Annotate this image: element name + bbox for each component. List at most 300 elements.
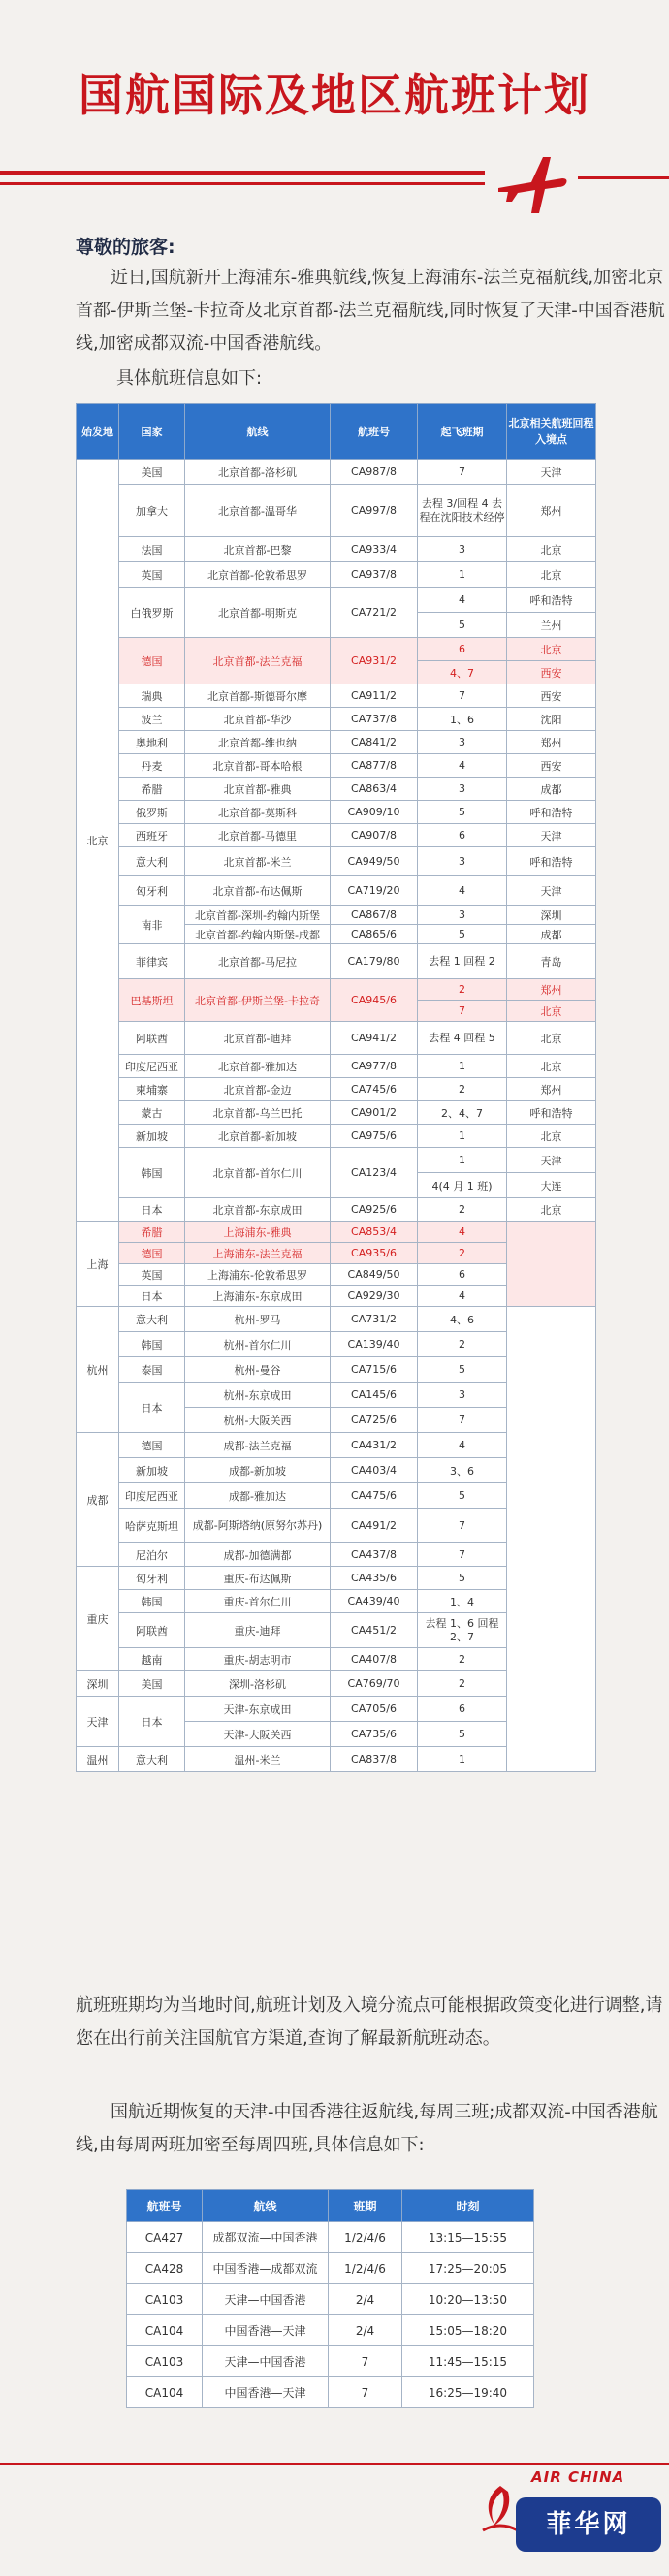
entry-point-cell: 郑州	[507, 731, 596, 754]
schedule-cell: 4	[418, 588, 507, 613]
schedule-cell: 4	[418, 876, 507, 906]
flight-number-cell: CA907/8	[331, 824, 418, 847]
schedule-cell: 5	[418, 1483, 507, 1509]
schedule-cell: 6	[418, 1264, 507, 1286]
table-row	[77, 1078, 596, 1101]
country-cell: 阿联酋	[119, 1022, 185, 1055]
schedule-cell: 1	[418, 1747, 507, 1772]
flight-number-cell: CA941/2	[331, 1022, 418, 1055]
entry-point-cell: 呼和浩特	[507, 588, 596, 613]
entry-point-cell: 天津	[507, 460, 596, 485]
schedule-cell: 2/4	[329, 2284, 402, 2315]
route-cell: 成都-加德满都	[185, 1543, 331, 1567]
flight-number-cell: CA139/40	[331, 1332, 418, 1357]
flight-number-cell: CA491/2	[331, 1509, 418, 1543]
schedule-cell: 去程 3/回程 4 去程在沈阳技术经停	[418, 485, 507, 537]
entry-point-cell: 青岛	[507, 944, 596, 979]
route-cell: 北京首都-华沙	[185, 708, 331, 731]
route-cell: 中国香港—天津	[203, 2377, 329, 2408]
flight-number-cell: CA435/6	[331, 1567, 418, 1590]
flight-number-cell: CA935/6	[331, 1243, 418, 1264]
entry-point-cell: 西安	[507, 661, 596, 684]
hk-paragraph: 国航近期恢复的天津-中国香港往返航线,每周三班;成都双流-中国香港航线,由每周两班加密至每周四班,具体信息如下:	[76, 2102, 658, 2155]
entry-point-cell: 郑州	[507, 979, 596, 1001]
flight-schedule-table	[76, 403, 596, 1772]
route-cell: 北京首都-巴黎	[185, 537, 331, 562]
country-cell: 日本	[119, 1697, 185, 1747]
route-cell: 北京首都-洛杉矶	[185, 460, 331, 485]
country-cell: 德国	[119, 1433, 185, 1458]
schedule-cell: 4	[418, 754, 507, 778]
country-cell: 泰国	[119, 1357, 185, 1383]
schedule-cell: 6	[418, 1697, 507, 1722]
table-row	[127, 2222, 534, 2253]
schedule-cell: 4	[418, 1286, 507, 1307]
flight-number-cell: CA949/50	[331, 847, 418, 876]
country-cell: 印度尼西亚	[119, 1055, 185, 1078]
entry-point-cell: 天津	[507, 876, 596, 906]
flight-number-cell: CA725/6	[331, 1408, 418, 1433]
schedule-cell: 2	[418, 1243, 507, 1264]
country-cell: 蒙古	[119, 1101, 185, 1125]
title-rule-upper	[0, 171, 485, 175]
entry-point-cell: 郑州	[507, 1078, 596, 1101]
table-row	[77, 1222, 596, 1243]
flight-number-cell: CA403/4	[331, 1458, 418, 1483]
route-cell: 温州-米兰	[185, 1747, 331, 1772]
flight-number-cell: CA737/8	[331, 708, 418, 731]
time-cell: 16:25—19:40	[402, 2377, 534, 2408]
route-cell: 北京首都-布达佩斯	[185, 876, 331, 906]
air-china-logo-text: AIR CHINA	[531, 2468, 625, 2486]
flight-number-cell: CA933/4	[331, 537, 418, 562]
country-cell: 白俄罗斯	[119, 588, 185, 638]
schedule-cell: 3	[418, 778, 507, 801]
route-cell: 北京首都-首尔仁川	[185, 1148, 331, 1198]
origin-cell: 深圳	[77, 1671, 119, 1697]
header-cell: 起飞班期	[418, 404, 507, 460]
route-cell: 杭州-东京成田	[185, 1383, 331, 1408]
schedule-cell: 7	[418, 1543, 507, 1567]
country-cell: 南非	[119, 906, 185, 944]
country-cell: 日本	[119, 1383, 185, 1433]
flight-number-cell: CA863/4	[331, 778, 418, 801]
route-cell: 北京首都-明斯克	[185, 588, 331, 638]
schedule-cell: 5	[418, 925, 507, 944]
table-row	[77, 1148, 596, 1173]
table-row	[77, 731, 596, 754]
page-title: 国航国际及地区航班计划	[79, 69, 590, 121]
country-cell: 韩国	[119, 1148, 185, 1198]
flight-number-cell: CA451/2	[331, 1613, 418, 1648]
flight-number-cell: CA853/4	[331, 1222, 418, 1243]
entry-point-cell: 成都	[507, 925, 596, 944]
route-cell: 天津—中国香港	[203, 2346, 329, 2377]
country-cell: 希腊	[119, 778, 185, 801]
route-cell: 北京首都-温哥华	[185, 485, 331, 537]
route-cell: 上海浦东-雅典	[185, 1222, 331, 1243]
schedule-cell: 3、6	[418, 1458, 507, 1483]
route-cell: 北京首都-哥本哈根	[185, 754, 331, 778]
route-cell: 北京首都-东京成田	[185, 1198, 331, 1222]
origin-cell: 杭州	[77, 1307, 119, 1433]
route-cell: 成都-雅加达	[185, 1483, 331, 1509]
schedule-cell: 5	[418, 801, 507, 824]
route-cell: 重庆-胡志明市	[185, 1648, 331, 1671]
table-row	[127, 2346, 534, 2377]
header-cell: 始发地	[77, 404, 119, 460]
entry-point-cell: 北京	[507, 638, 596, 661]
schedule-cell: 1	[418, 1148, 507, 1173]
origin-cell: 成都	[77, 1433, 119, 1567]
table-row	[77, 588, 596, 613]
flight-number-cell: CA867/8	[331, 906, 418, 925]
entry-point-cell: 兰州	[507, 613, 596, 638]
flight-number-cell: CA123/4	[331, 1148, 418, 1198]
schedule-cell: 3	[418, 906, 507, 925]
schedule-cell: 3	[418, 1383, 507, 1408]
flight-number-cell: CA909/10	[331, 801, 418, 824]
schedule-cell: 2	[418, 979, 507, 1001]
table-row	[77, 684, 596, 708]
flight-number-cell: CA731/2	[331, 1307, 418, 1332]
route-cell: 北京首都-伊斯兰堡-卡拉奇	[185, 979, 331, 1022]
origin-cell: 重庆	[77, 1567, 119, 1671]
schedule-cell: 4(4 月 1 班)	[418, 1173, 507, 1198]
schedule-cell: 1/2/4/6	[329, 2253, 402, 2284]
table-header-row	[127, 2190, 534, 2222]
table-header-row	[77, 404, 596, 460]
table-row	[77, 1198, 596, 1222]
route-cell: 重庆-布达佩斯	[185, 1567, 331, 1590]
route-cell: 成都-法兰克福	[185, 1433, 331, 1458]
flight-number-cell: CA837/8	[331, 1747, 418, 1772]
table-row	[77, 801, 596, 824]
country-cell: 匈牙利	[119, 876, 185, 906]
time-cell: 15:05—18:20	[402, 2315, 534, 2346]
country-cell: 匈牙利	[119, 1567, 185, 1590]
route-cell: 中国香港—成都双流	[203, 2253, 329, 2284]
schedule-cell: 4	[418, 1222, 507, 1243]
route-cell: 天津-东京成田	[185, 1697, 331, 1722]
header-cell: 航线	[185, 404, 331, 460]
schedule-cell: 1	[418, 1125, 507, 1148]
entry-point-cell: 深圳	[507, 906, 596, 925]
schedule-cell: 7	[418, 1408, 507, 1433]
route-cell: 重庆-迪拜	[185, 1613, 331, 1648]
country-cell: 越南	[119, 1648, 185, 1671]
greeting: 尊敬的旅客:	[76, 237, 175, 258]
country-cell: 印度尼西亚	[119, 1483, 185, 1509]
table-row	[77, 1022, 596, 1055]
schedule-cell: 5	[418, 1567, 507, 1590]
route-cell: 北京首都-米兰	[185, 847, 331, 876]
schedule-cell: 去程 1 回程 2	[418, 944, 507, 979]
route-cell: 北京首都-深圳-约翰内斯堡	[185, 906, 331, 925]
table-row	[77, 1307, 596, 1332]
schedule-cell: 2、4、7	[418, 1101, 507, 1125]
flight-number-cell: CA769/70	[331, 1671, 418, 1697]
schedule-cell: 7	[418, 1509, 507, 1543]
schedule-cell: 7	[418, 684, 507, 708]
title-rule-lower	[0, 182, 485, 185]
route-cell: 成都双流—中国香港	[203, 2222, 329, 2253]
table-row	[127, 2253, 534, 2284]
flight-number-cell: CA987/8	[331, 460, 418, 485]
flight-number-cell: CA929/30	[331, 1286, 418, 1307]
flight-number-cell: CA437/8	[331, 1543, 418, 1567]
country-cell: 菲律宾	[119, 944, 185, 979]
route-cell: 上海浦东-伦敦希思罗	[185, 1264, 331, 1286]
table-row	[77, 847, 596, 876]
flight-number-cell: CA735/6	[331, 1722, 418, 1747]
entry-point-cell: 呼和浩特	[507, 1101, 596, 1125]
header-cell: 航班号	[127, 2190, 203, 2222]
schedule-cell: 4	[418, 1433, 507, 1458]
table-row	[77, 944, 596, 979]
country-cell: 西班牙	[119, 824, 185, 847]
flight-number-cell: CA901/2	[331, 1101, 418, 1125]
flight-number-cell: CA877/8	[331, 754, 418, 778]
route-cell: 北京首都-新加坡	[185, 1125, 331, 1148]
country-cell: 意大利	[119, 847, 185, 876]
country-cell: 尼泊尔	[119, 1543, 185, 1567]
entry-point-cell: 天津	[507, 1148, 596, 1173]
flight-number-cell: CA407/8	[331, 1648, 418, 1671]
table-row	[77, 460, 596, 485]
header-cell: 北京相关航班回程入境点	[507, 404, 596, 460]
schedule-cell: 2	[418, 1078, 507, 1101]
flight-number-cell: CA925/6	[331, 1198, 418, 1222]
route-cell: 重庆-首尔仁川	[185, 1590, 331, 1613]
flight-number-cell: CA104	[127, 2377, 203, 2408]
title-rule-right	[578, 176, 669, 179]
schedule-cell: 去程 1、6 回程 2、7	[418, 1613, 507, 1648]
route-cell: 北京首都-迪拜	[185, 1022, 331, 1055]
schedule-cell: 7	[329, 2377, 402, 2408]
route-cell: 天津—中国香港	[203, 2284, 329, 2315]
table-row	[77, 778, 596, 801]
country-cell: 法国	[119, 537, 185, 562]
route-cell: 北京首都-维也纳	[185, 731, 331, 754]
country-cell: 日本	[119, 1198, 185, 1222]
country-cell: 韩国	[119, 1590, 185, 1613]
table-row	[77, 537, 596, 562]
table-row	[77, 708, 596, 731]
table-row	[77, 754, 596, 778]
flight-number-cell: CA427	[127, 2222, 203, 2253]
country-cell: 日本	[119, 1286, 185, 1307]
entry-point-cell: 北京	[507, 562, 596, 588]
route-cell: 北京首都-约翰内斯堡-成都	[185, 925, 331, 944]
country-cell: 新加坡	[119, 1458, 185, 1483]
header-cell: 航线	[203, 2190, 329, 2222]
intro-subline: 具体航班信息如下:	[116, 368, 263, 389]
country-cell: 德国	[119, 638, 185, 684]
entry-point-cell: 西安	[507, 684, 596, 708]
route-cell: 北京首都-马尼拉	[185, 944, 331, 979]
table-row	[77, 485, 596, 537]
country-cell: 意大利	[119, 1747, 185, 1772]
entry-point-cell: 北京	[507, 1022, 596, 1055]
flight-number-cell: CA103	[127, 2284, 203, 2315]
entry-point-cell	[507, 1222, 596, 1307]
flight-number-cell: CA997/8	[331, 485, 418, 537]
flight-number-cell: CA439/40	[331, 1590, 418, 1613]
country-cell: 俄罗斯	[119, 801, 185, 824]
table-row	[77, 876, 596, 906]
country-cell: 德国	[119, 1243, 185, 1264]
route-cell: 北京首都-雅典	[185, 778, 331, 801]
table-row	[127, 2284, 534, 2315]
schedule-cell: 1	[418, 562, 507, 588]
country-cell: 波兰	[119, 708, 185, 731]
entry-point-cell: 北京	[507, 1125, 596, 1148]
entry-point-cell: 北京	[507, 1001, 596, 1022]
route-cell: 天津-大阪关西	[185, 1722, 331, 1747]
schedule-cell: 1/2/4/6	[329, 2222, 402, 2253]
country-cell: 美国	[119, 1671, 185, 1697]
schedule-cell: 7	[329, 2346, 402, 2377]
entry-point-cell: 天津	[507, 824, 596, 847]
footer-rule	[0, 2463, 669, 2465]
entry-point-cell: 北京	[507, 1198, 596, 1222]
schedule-cell: 6	[418, 824, 507, 847]
flight-number-cell: CA715/6	[331, 1357, 418, 1383]
country-cell: 希腊	[119, 1222, 185, 1243]
table-row	[127, 2315, 534, 2346]
schedule-cell: 7	[418, 1001, 507, 1022]
flight-number-cell: CA931/2	[331, 638, 418, 684]
flight-number-cell: CA721/2	[331, 588, 418, 638]
flight-number-cell: CA945/6	[331, 979, 418, 1022]
route-cell: 中国香港—天津	[203, 2315, 329, 2346]
header-cell: 航班号	[331, 404, 418, 460]
entry-point-cell: 大连	[507, 1173, 596, 1198]
entry-point-cell: 北京	[507, 1055, 596, 1078]
flight-number-cell: CA745/6	[331, 1078, 418, 1101]
route-cell: 杭州-曼谷	[185, 1357, 331, 1383]
hk-flight-table	[126, 2189, 534, 2408]
table-row	[127, 2377, 534, 2408]
country-cell: 新加坡	[119, 1125, 185, 1148]
schedule-cell: 去程 4 回程 5	[418, 1022, 507, 1055]
schedule-cell: 2	[418, 1198, 507, 1222]
flight-number-cell: CA849/50	[331, 1264, 418, 1286]
schedule-cell: 5	[418, 1722, 507, 1747]
flight-number-cell: CA865/6	[331, 925, 418, 944]
flight-number-cell: CA975/6	[331, 1125, 418, 1148]
table-row	[77, 1055, 596, 1078]
schedule-note: 航班班期均为当地时间,航班计划及入境分流点可能根据政策变化进行调整,请您在出行前关注国航官方渠道,查询了解最新航班动态。	[76, 1995, 663, 2049]
entry-point-cell: 北京	[507, 537, 596, 562]
flight-number-cell: CA705/6	[331, 1697, 418, 1722]
schedule-cell: 5	[418, 613, 507, 638]
schedule-cell: 3	[418, 537, 507, 562]
entry-point-cell: 呼和浩特	[507, 847, 596, 876]
route-cell: 北京首都-法兰克福	[185, 638, 331, 684]
country-cell: 英国	[119, 1264, 185, 1286]
header-cell: 时刻	[402, 2190, 534, 2222]
country-cell: 加拿大	[119, 485, 185, 537]
header-cell: 国家	[119, 404, 185, 460]
entry-point-cell: 郑州	[507, 485, 596, 537]
origin-cell: 温州	[77, 1747, 119, 1772]
origin-cell: 北京	[77, 460, 119, 1222]
country-cell: 巴基斯坦	[119, 979, 185, 1022]
route-cell: 北京首都-乌兰巴托	[185, 1101, 331, 1125]
schedule-cell: 3	[418, 731, 507, 754]
site-watermark: 菲华网	[516, 2497, 661, 2552]
schedule-cell: 4、7	[418, 661, 507, 684]
origin-cell: 上海	[77, 1222, 119, 1307]
flight-number-cell: CA428	[127, 2253, 203, 2284]
country-cell: 哈萨克斯坦	[119, 1509, 185, 1543]
table-row	[77, 906, 596, 925]
table-row	[77, 979, 596, 1001]
route-cell: 北京首都-伦敦希思罗	[185, 562, 331, 588]
flight-number-cell: CA719/20	[331, 876, 418, 906]
schedule-cell: 1、4	[418, 1590, 507, 1613]
route-cell: 北京首都-金边	[185, 1078, 331, 1101]
schedule-cell: 5	[418, 1357, 507, 1383]
country-cell: 美国	[119, 460, 185, 485]
country-cell: 瑞典	[119, 684, 185, 708]
airplane-icon	[493, 143, 570, 221]
country-cell: 英国	[119, 562, 185, 588]
schedule-cell: 4、6	[418, 1307, 507, 1332]
schedule-cell: 3	[418, 847, 507, 876]
schedule-cell: 2	[418, 1648, 507, 1671]
route-cell: 上海浦东-东京成田	[185, 1286, 331, 1307]
route-cell: 北京首都-莫斯科	[185, 801, 331, 824]
route-cell: 北京首都-马德里	[185, 824, 331, 847]
route-cell: 深圳-洛杉矶	[185, 1671, 331, 1697]
country-cell: 阿联酋	[119, 1613, 185, 1648]
country-cell: 奥地利	[119, 731, 185, 754]
route-cell: 杭州-首尔仁川	[185, 1332, 331, 1357]
route-cell: 北京首都-斯德哥尔摩	[185, 684, 331, 708]
header-cell: 班期	[329, 2190, 402, 2222]
flight-number-cell: CA937/8	[331, 562, 418, 588]
route-cell: 上海浦东-法兰克福	[185, 1243, 331, 1264]
flight-number-cell: CA104	[127, 2315, 203, 2346]
country-cell: 韩国	[119, 1332, 185, 1357]
schedule-cell: 2	[418, 1671, 507, 1697]
table-row	[77, 1125, 596, 1148]
schedule-cell: 7	[418, 460, 507, 485]
route-cell: 北京首都-雅加达	[185, 1055, 331, 1078]
flight-number-cell: CA977/8	[331, 1055, 418, 1078]
schedule-cell: 2/4	[329, 2315, 402, 2346]
entry-point-cell: 沈阳	[507, 708, 596, 731]
flight-number-cell: CA145/6	[331, 1383, 418, 1408]
flight-number-cell: CA179/80	[331, 944, 418, 979]
route-cell: 杭州-罗马	[185, 1307, 331, 1332]
table-row	[77, 824, 596, 847]
origin-cell: 天津	[77, 1697, 119, 1747]
intro-paragraph: 近日,国航新开上海浦东-雅典航线,恢复上海浦东-法兰克福航线,加密北京首都-伊斯兰堡-卡拉奇及北京首都-法兰克福航线,同时恢复了天津-中国香港航线,加密成都双流-中国香港航线。	[76, 268, 665, 354]
country-cell: 柬埔寨	[119, 1078, 185, 1101]
schedule-cell: 1、6	[418, 708, 507, 731]
schedule-cell: 2	[418, 1332, 507, 1357]
flight-number-cell: CA475/6	[331, 1483, 418, 1509]
time-cell: 13:15—15:55	[402, 2222, 534, 2253]
flight-number-cell: CA841/2	[331, 731, 418, 754]
flight-number-cell: CA431/2	[331, 1433, 418, 1458]
route-cell: 杭州-大阪关西	[185, 1408, 331, 1433]
flight-number-cell: CA103	[127, 2346, 203, 2377]
